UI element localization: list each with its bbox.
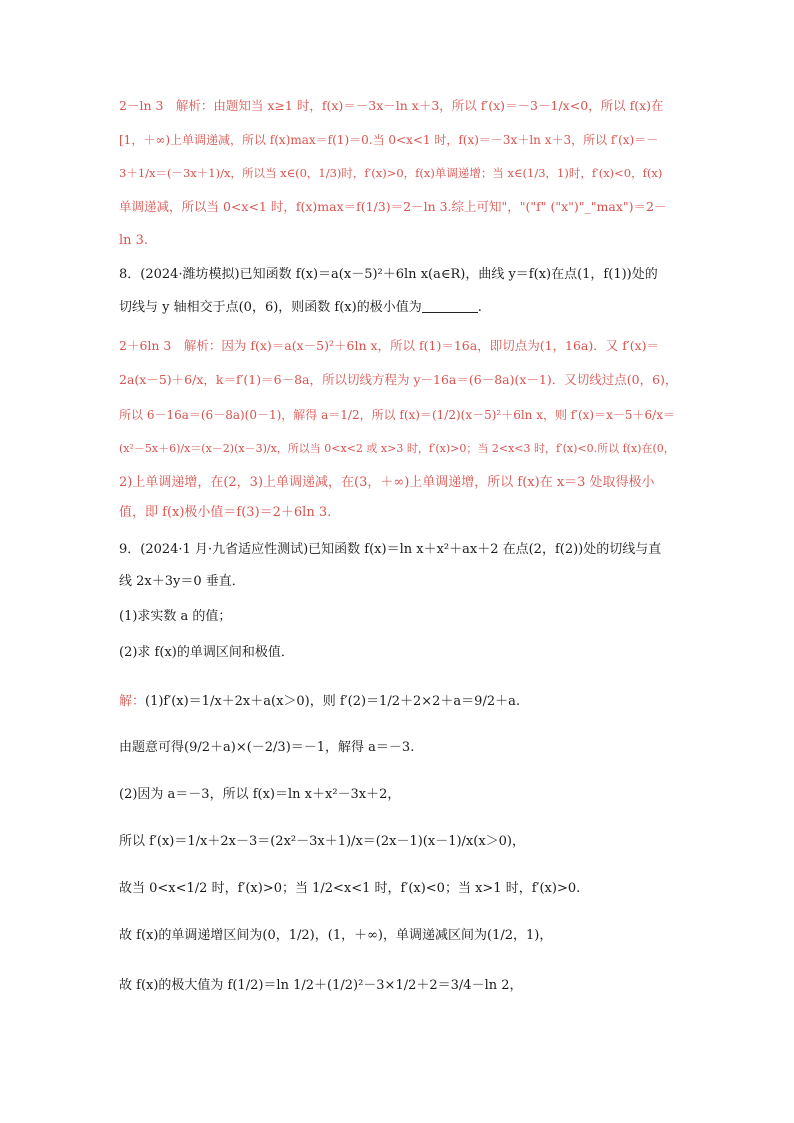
answer8-line-2: 2a(x－5)＋6/x，k＝f′(1)＝6－8a，所以切线方程为 y－16a＝(6－8a)(x－1)．又切线过点(0，6)， bbox=[119, 372, 678, 387]
answer8-line-6: 值，即 f(x)极小值＝f(3)＝2＋6ln 3. bbox=[119, 505, 332, 520]
answer7-line-5: ln 3. bbox=[119, 233, 149, 248]
q8-line-2-text: 切线与 y 轴相交于点(0，6)，则函数 f(x)的极小值为 bbox=[119, 300, 422, 315]
solution-line-3: (2)因为 a＝－3，所以 f(x)＝ln x＋x²－3x＋2， bbox=[119, 787, 401, 802]
answer7-line-4: 单调递减，所以当 0<x<1 时，f(x)max＝f(1/3)＝2－ln 3.综上可知"，"("f" ("x")"_"max")＝2－ bbox=[119, 199, 667, 214]
solution-line-1 bbox=[119, 692, 679, 712]
solution-line-5: 故当 0<x<1/2 时，f′(x)>0；当 1/2<x<1 时，f′(x)<0；当 x>1 时，f′(x)>0. bbox=[119, 881, 581, 896]
solution-line-2: 由题意可得(9/2＋a)×(－2/3)＝－1，解得 a＝－3. bbox=[119, 740, 415, 755]
q9-line-1: 9．(2024·1 月·九省适应性测试)已知函数 f(x)＝ln x＋x²＋ax＋2 在点(2，f(2))处的切线与直 bbox=[119, 542, 662, 557]
answer-blank bbox=[422, 298, 478, 313]
answer8-line-3: 所以 6－16a＝(6－8a)(0－1)，解得 a＝1/2，所以 f(x)＝(1/2)(x－5)²＋6ln x，则 f′(x)＝x－5＋6/x＝ bbox=[119, 408, 675, 422]
q9-part-1: (1)求实数 a 的值； bbox=[119, 609, 232, 624]
answer7-line-3: 3＋1/x＝(－3x＋1)/x，所以当 x∈(0，1/3)时，f′(x)>0，f(x)单调递增；当 x∈(1/3，1)时，f′(x)<0，f(x) bbox=[119, 166, 663, 180]
answer7-line-2: [1，＋∞)上单调递减，所以 f(x)max＝f(1)＝0.当 0<x<1 时，f(x)＝－3x＋ln x＋3，所以 f′(x)＝－ bbox=[119, 133, 659, 147]
solution-prefix: 解： bbox=[119, 694, 146, 709]
answer8-line-4: (x²－5x＋6)/x＝(x－2)(x－3)/x，所以当 0<x<2 或 x>3 时，f′(x)>0；当 2<x<3 时，f′(x)<0.所以 f(x)在(0， bbox=[119, 442, 675, 455]
q8-line-1: 8．(2024·潍坊模拟)已知函数 f(x)＝a(x－5)²＋6ln x(a∈R)，曲线 y＝f(x)在点(1，f(1))处的 bbox=[119, 267, 658, 282]
q9-part-2: (2)求 f(x)的单调区间和极值． bbox=[119, 645, 294, 660]
solution-line-1-text: (1)f′(x)＝1/x＋2x＋a(x＞0)，则 f′(2)＝1/2＋2×2＋a＝9/2＋a. bbox=[145, 694, 520, 709]
q8-line-2: 切线与 y 轴相交于点(0，6)，则函数 f(x)的极小值为 . bbox=[119, 300, 482, 315]
q9-line-2: 线 2x＋3y＝0 垂直． bbox=[119, 574, 245, 589]
answer8-line-1: 2＋6ln 3 解析：因为 f(x)＝a(x－5)²＋6ln x，所以 f(1)＝16a，即切点为(1，16a)．又 f′(x)＝ bbox=[119, 338, 659, 353]
answer7-line-1: 2－ln 3 解析：由题知当 x≥1 时，f(x)＝－3x－ln x＋3，所以 f′(x)＝－3－1/x<0，所以 f(x)在 bbox=[119, 98, 664, 113]
answer8-line-5: 2)上单调递增，在(2，3)上单调递减，在(3，＋∞)上单调递增，所以 f(x)在 x＝3 处取得极小 bbox=[119, 475, 655, 490]
solution-line-7: 故 f(x)的极大值为 f(1/2)＝ln 1/2＋(1/2)²－3×1/2＋2＝3/4－ln 2， bbox=[119, 978, 523, 993]
solution-line-4: 所以 f′(x)＝1/x＋2x－3＝(2x²－3x＋1)/x＝(2x－1)(x－1)/x(x＞0)， bbox=[119, 834, 525, 849]
solution-line-6: 故 f(x)的单调递增区间为(0，1/2)，(1，＋∞)，单调递减区间为(1/2，1)， bbox=[119, 928, 553, 943]
